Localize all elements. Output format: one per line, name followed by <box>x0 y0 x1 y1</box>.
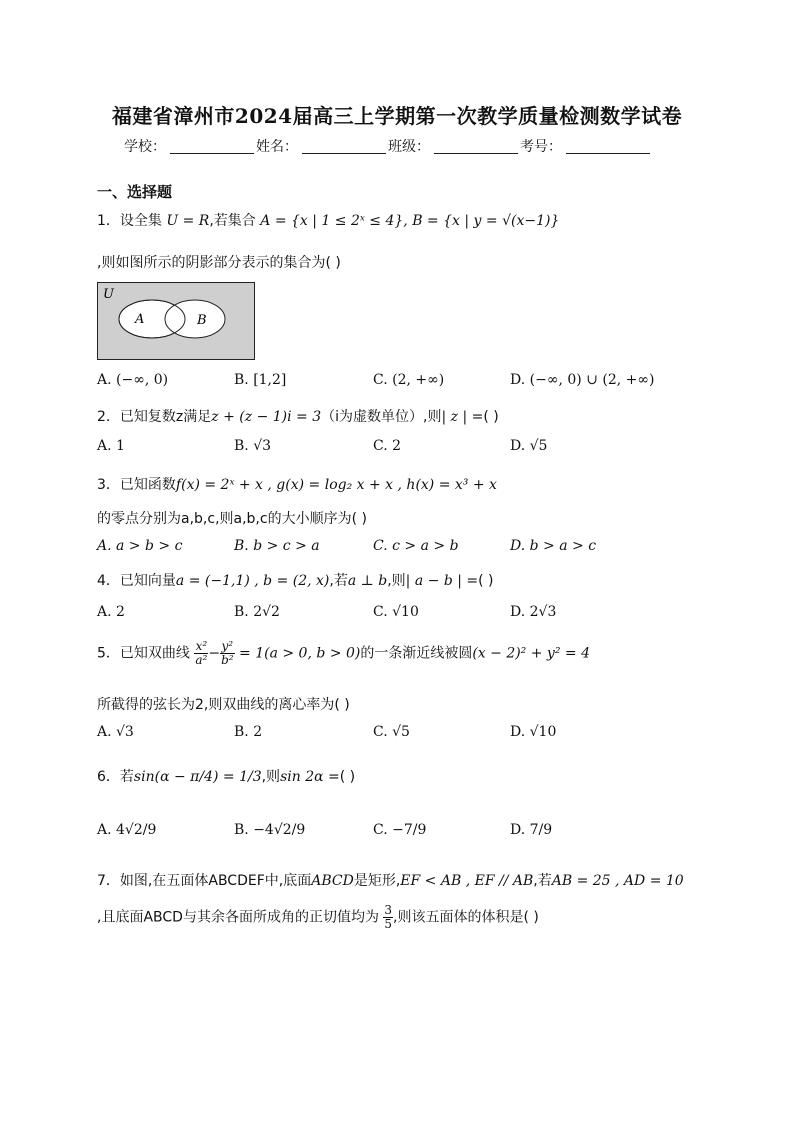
math-expr: = 1(a > 0, b > 0) <box>239 645 361 662</box>
stem-text: ,则 <box>387 573 406 589</box>
option-c[interactable]: C. −7/9 <box>373 822 427 838</box>
math-expr: AB = 25 , AD = 10 <box>551 873 684 889</box>
question-3-options <box>97 538 697 560</box>
math-expr: U = R <box>166 213 210 229</box>
option-d[interactable]: D. (−∞, 0) ∪ (2, +∞) <box>510 372 655 388</box>
stem-text: 已知双曲线 <box>119 645 190 662</box>
math-expr: | a − b | = <box>405 573 479 589</box>
question-number: 7． <box>97 873 120 889</box>
option-d[interactable]: D. 2√3 <box>510 604 557 620</box>
venn-diagram <box>97 282 255 360</box>
stem-text: 是矩形, <box>353 873 401 889</box>
option-a[interactable]: A. √3 <box>97 724 134 740</box>
name-label: 姓名： <box>256 139 298 155</box>
page-title: 福建省漳州市2024届高三上学期第一次教学质量检测数学试卷 <box>111 104 683 128</box>
numerator: y² <box>221 639 234 653</box>
question-1-line2: ,则如图所示的阴影部分表示的集合为( ) <box>97 255 341 271</box>
name-blank[interactable] <box>302 139 386 154</box>
question-6-stem <box>97 766 355 786</box>
option-a[interactable]: A. 2 <box>97 604 125 620</box>
question-7-stem <box>97 870 684 890</box>
option-b[interactable]: B. 2√2 <box>234 604 280 620</box>
stem-text: ,且底面ABCD与其余各面所成角的正切值均为 <box>97 909 379 926</box>
question-number: 2． <box>97 409 120 425</box>
option-b[interactable]: B. −4√2/9 <box>234 822 306 838</box>
math-expr: z + (z − 1)i = 3 <box>211 409 322 425</box>
option-b[interactable]: B. 2 <box>234 724 263 740</box>
question-4-stem <box>97 570 494 590</box>
option-c[interactable]: C. 2 <box>373 438 402 454</box>
math-expr: f(x) = 2ˣ + x , g(x) = log₂ x + x , h(x) = x³ + x <box>175 477 497 493</box>
question-2-options <box>97 438 697 460</box>
school-label: 学校： <box>124 139 166 155</box>
fraction-x2-a2 <box>194 640 208 667</box>
question-number: 3． <box>97 477 120 493</box>
denominator: 5 <box>384 917 393 931</box>
stem-text: ( ) <box>478 573 494 589</box>
stem-text: ,则该五面体的体积是( ) <box>393 909 539 926</box>
question-number: 1． <box>97 213 120 229</box>
math-expr: a = (−1,1) , b = (2, x) <box>175 573 330 589</box>
denominator: a² <box>195 653 208 667</box>
option-c[interactable]: C. √5 <box>373 724 410 740</box>
id-blank[interactable] <box>566 139 650 154</box>
question-number: 6． <box>97 769 120 785</box>
question-7-line2 <box>97 904 539 931</box>
option-d[interactable]: D. 7/9 <box>510 822 553 838</box>
fraction-y2-b2 <box>220 640 235 667</box>
stem-text: 设全集 <box>119 213 162 229</box>
label-u: U <box>103 287 114 302</box>
option-a[interactable]: A. 4√2/9 <box>97 822 157 838</box>
stem-text: 如图,在五面体ABCDEF中,底面 <box>119 873 312 889</box>
class-blank[interactable] <box>434 139 518 154</box>
option-a[interactable]: A. (−∞, 0) <box>97 372 169 388</box>
question-1-stem <box>97 210 559 230</box>
fraction-3-5 <box>383 904 393 931</box>
math-expr: | z | = <box>441 409 484 425</box>
label-a: A <box>135 312 145 327</box>
question-5-stem <box>97 640 590 667</box>
stem-text: 已知向量 <box>119 573 176 589</box>
school-blank[interactable] <box>170 139 254 154</box>
math-expr: sin 2α = <box>280 769 340 785</box>
question-number: 5． <box>97 645 120 662</box>
set-b-ellipse <box>165 300 225 338</box>
math-expr: ABCD <box>311 873 354 889</box>
numerator: x² <box>195 639 208 653</box>
stem-text: 已知函数 <box>119 477 176 493</box>
option-b[interactable]: B. √3 <box>234 438 272 454</box>
question-4-options <box>97 604 697 626</box>
question-number: 4． <box>97 573 120 589</box>
minus-sign: − <box>208 645 221 662</box>
math-expr: EF < AB , EF // AB <box>400 873 534 889</box>
option-d[interactable]: D. b > a > c <box>510 538 597 554</box>
question-3-line2: 的零点分别为a,b,c,则a,b,c的大小顺序为( ) <box>97 511 367 527</box>
question-6-options <box>97 822 697 844</box>
option-c[interactable]: C. (2, +∞) <box>373 372 445 388</box>
stem-text: ,若 <box>533 873 552 889</box>
stem-text: ,若 <box>329 573 348 589</box>
stem-text: 若 <box>119 769 134 785</box>
option-b[interactable]: B. b > c > a <box>234 538 320 554</box>
math-expr: a ⊥ b <box>347 573 388 589</box>
denominator: b² <box>221 653 234 667</box>
stem-text: ,若集合 <box>209 213 256 229</box>
question-1-options <box>97 372 697 394</box>
question-5-line2: 所截得的弦长为2,则双曲线的离心率为( ) <box>97 697 350 713</box>
stem-text: 的一条渐近线被圆 <box>360 645 473 662</box>
option-b[interactable]: B. [1,2] <box>234 372 287 388</box>
math-expr: A = {x | 1 ≤ 2ˣ ≤ 4}, B = {x | y = √(x−1)} <box>260 213 560 229</box>
id-label: 考号： <box>520 139 562 155</box>
question-3-stem <box>97 474 497 494</box>
stem-text: ( ) <box>339 769 356 785</box>
stem-text: ( ) <box>483 409 499 425</box>
option-d[interactable]: D. √5 <box>510 438 548 454</box>
numerator: 3 <box>384 903 393 917</box>
question-2-stem <box>97 406 499 426</box>
class-label: 班级： <box>388 139 430 155</box>
question-5-options <box>97 724 697 746</box>
stem-text: 已知复数z满足 <box>119 409 212 425</box>
option-c[interactable]: C. √10 <box>373 604 419 620</box>
section-title: 一、选择题 <box>97 183 173 201</box>
label-b: B <box>197 313 207 328</box>
stem-text: ,则 <box>261 769 281 785</box>
option-c[interactable]: C. c > a > b <box>373 538 459 554</box>
option-a[interactable]: A. a > b > c <box>97 538 183 554</box>
option-d[interactable]: D. √10 <box>510 724 557 740</box>
student-info-row <box>124 136 652 156</box>
math-expr: (x − 2)² + y² = 4 <box>472 645 590 662</box>
math-expr: sin(α − π/4) = 1/3 <box>133 769 262 785</box>
stem-text: （i为虚数单位）,则 <box>321 409 442 425</box>
option-a[interactable]: A. 1 <box>97 438 125 454</box>
